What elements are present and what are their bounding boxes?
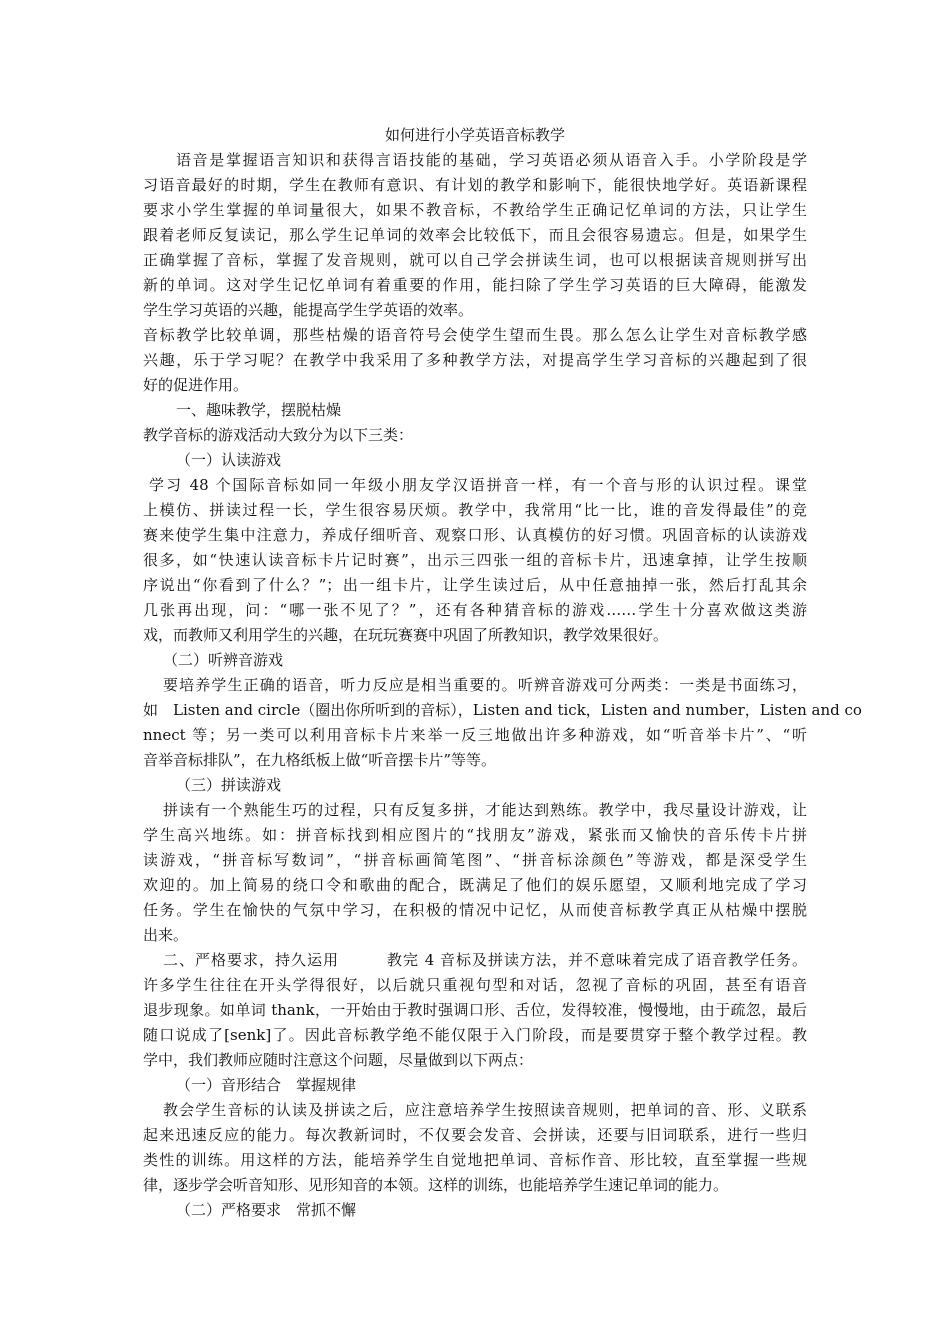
paragraph-line: 正确掌握了音标，掌握了发音规则，就可以自己学会拼读生词，也可以根据读音规则拼写出 (143, 251, 807, 269)
paragraph-line: 学中，我们教师应随时注意这个问题，尽量做到以下两点： (143, 1051, 534, 1069)
paragraph-line: 序说出“你看到了什么？”；出一组卡片，让学生读过后，从中任意抽掉一张，然后打乱其余 (143, 576, 807, 594)
subsection-heading: （三）拼读游戏 (176, 776, 282, 794)
paragraph-line: 习语音最好的时期，学生在教师有意识、有计划的教学和影响下，能很快地学好。英语新课程 (143, 176, 807, 194)
paragraph-line: 读游戏，“拼音标写数词”，“拼音标画简笔图”、“拼音标涂颜色”等游戏，都是深受学生 (143, 851, 807, 869)
paragraph-line: 教学音标的游戏活动大致分为以下三类： (143, 426, 414, 444)
paragraph-line: 学生学习英语的兴趣，能提高学生学英语的效率。 (143, 301, 474, 319)
paragraph-line: 拼读有一个熟能生巧的过程，只有反复多拼，才能达到熟练。教学中，我尽量设计游戏，让 (163, 801, 807, 819)
paragraph-line: 上模仿、拼读过程一长，学生很容易厌烦。教学中，我常用“比一比，谁的音发得最佳”的竞 (143, 501, 807, 519)
document-title: 如何进行小学英语音标教学 (384, 126, 565, 144)
paragraph-line: 音举音标排队”，在九格纸板上做“听音摆卡片”等等。 (143, 751, 497, 769)
paragraph-line: 好的促进作用。 (143, 376, 249, 394)
paragraph-line: 新的单词。这对学生记忆单词有着重要的作用，能扫除了学生学习英语的巨大障碍，能激发 (143, 276, 807, 294)
paragraph-line: 欢迎的。加上简易的绕口令和歌曲的配合，既满足了他们的娱乐愿望，又顺利地完成了学习 (143, 876, 807, 894)
paragraph-line: 类性的训练。用这样的方法，能培养学生自觉地把单词、音标作音、形比较，直至掌握一些规 (143, 1151, 807, 1169)
paragraph-line: 赛来使学生集中注意力，养成仔细听音、观察口形、认真模仿的好习惯。巩固音标的认读游戏 (143, 526, 807, 544)
paragraph-line: 许多学生往往在开头学得很好，以后就只重视句型和对话，忽视了音标的巩固，甚至有语音 (143, 976, 807, 994)
paragraph-line: nnect 等；另一类可以利用音标卡片来举一反三地做出许多种游戏，如“听音举卡片”、“听 (143, 726, 807, 744)
paragraph-line: 音标教学比较单调，那些枯燥的语音符号会使学生望而生畏。那么怎么让学生对音标教学感 (143, 326, 807, 344)
subsection-heading: （二）听辨音游戏 (163, 651, 284, 669)
paragraph-line: 兴趣，乐于学习呢？在教学中我采用了多种教学方法，对提高学生学习音标的兴趣起到了很 (143, 351, 807, 369)
paragraph-line: 跟着老师反复读记，那么学生记单词的效率会比较低下，而且会很容易遗忘。但是，如果学生 (143, 226, 807, 244)
paragraph-line: 要求小学生掌握的单词量很大，如果不教音标，不教给学生正确记忆单词的方法，只让学生 (143, 201, 807, 219)
paragraph-line: 语音是掌握语言知识和获得言语技能的基础，学习英语必须从语音入手。小学阶段是学 (176, 151, 807, 169)
subsection-heading: （一）音形结合 掌握规律 (176, 1076, 357, 1094)
paragraph-line: 很多，如“快速认读音标卡片记时赛”，出示三四张一组的音标卡片，迅速拿掉，让学生按顺 (143, 551, 807, 569)
paragraph-line: 要培养学生正确的语音，听力反应是相当重要的。听辨音游戏可分两类：一类是书面练习， (163, 676, 807, 694)
paragraph-line: 学习 48 个国际音标如同一年级小朋友学汉语拼音一样，有一个音与形的认识过程。课堂 (149, 476, 807, 494)
subsection-heading: （二）严格要求 常抓不懈 (176, 1201, 357, 1219)
section-heading-line: 二、严格要求，持久运用 教完 4 音标及拼读方法，并不意味着完成了语音教学任务。 (163, 951, 807, 969)
paragraph-line: 任务。学生在愉快的气氛中学习，在积极的情况中记忆，从而使音标教学真正从枯燥中摆脱 (143, 901, 807, 919)
paragraph-line: 几张再出现，问：“哪一张不见了？”，还有各种猜音标的游戏……学生十分喜欢做这类游 (143, 601, 807, 619)
paragraph-line: 退步现象。如单词 thank，一开始由于教时强调口形、舌位，发得较准，慢慢地，由于疏忽，最后 (143, 1001, 807, 1019)
paragraph-line: 随口说成了[senk]了。因此音标教学绝不能仅限于入门阶段，而是要贯穿于整个教学过程。教 (143, 1026, 807, 1044)
subsection-heading: （一）认读游戏 (176, 451, 282, 469)
paragraph-line: 教会学生音标的认读及拼读之后，应注意培养学生按照读音规则，把单词的音、形、义联系 (163, 1101, 807, 1119)
paragraph-line: 学生高兴地练。如：拼音标找到相应图片的“找朋友”游戏，紧张而又愉快的音乐传卡片拼 (143, 826, 807, 844)
section-heading: 一、趣味教学，摆脱枯燥 (176, 401, 342, 419)
paragraph-line: 出来。 (143, 926, 189, 944)
paragraph-line: 起来迅速反应的能力。每次教新词时，不仅要会发音、会拼读，还要与旧词联系，进行一些归 (143, 1126, 807, 1144)
paragraph-line: 如 Listen and circle（圈出你所听到的音标），Listen and tick，Listen and number，Listen and co (143, 701, 862, 719)
paragraph-line: 戏，而教师又利用学生的兴趣，在玩玩赛赛中巩固了所教知识，教学效果很好。 (143, 626, 669, 644)
paragraph-line: 律，逐步学会听音知形、见形知音的本领。这样的训练，也能培养学生速记单词的能力。 (143, 1176, 729, 1194)
